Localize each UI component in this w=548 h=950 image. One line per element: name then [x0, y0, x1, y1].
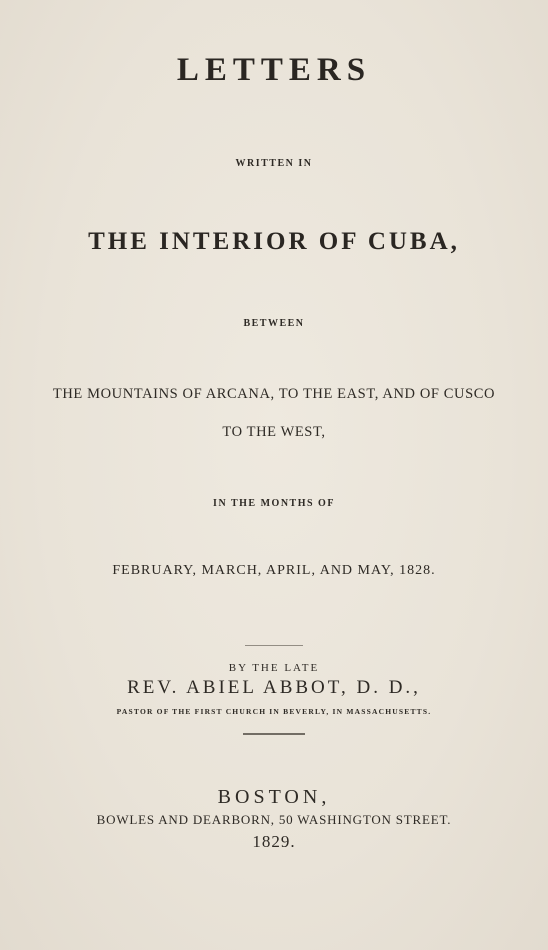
book-subtitle: THE INTERIOR OF CUBA, [88, 228, 460, 255]
author-name: REV. ABIEL ABBOT, D. D., [127, 677, 421, 698]
divider-thick [243, 733, 305, 735]
mountains-line-2: TO THE WEST, [222, 424, 326, 440]
by-the-late-text: BY THE LATE [228, 662, 320, 674]
publication-place: BOSTON, [217, 786, 331, 808]
months-text: IN THE MONTHS OF [213, 498, 335, 509]
between-text: BETWEEN [243, 318, 305, 329]
publisher-address: BOWLES AND DEARBORN, 50 WASHINGTON STREET. [96, 812, 452, 827]
publication-year: 1829. [252, 832, 296, 851]
written-in-text: WRITTEN IN [235, 158, 313, 169]
author-description: PASTOR OF THE FIRST CHURCH IN BEVERLY, IN MASSACHUSETTS. [116, 707, 432, 716]
book-title: LETTERS [176, 52, 372, 88]
dates-text: FEBRUARY, MARCH, APRIL, AND MAY, 1828. [112, 563, 436, 578]
mountains-line-1: THE MOUNTAINS OF ARCANA, TO THE EAST, AND OF CUSCO [52, 386, 496, 402]
divider-thin [245, 645, 303, 646]
